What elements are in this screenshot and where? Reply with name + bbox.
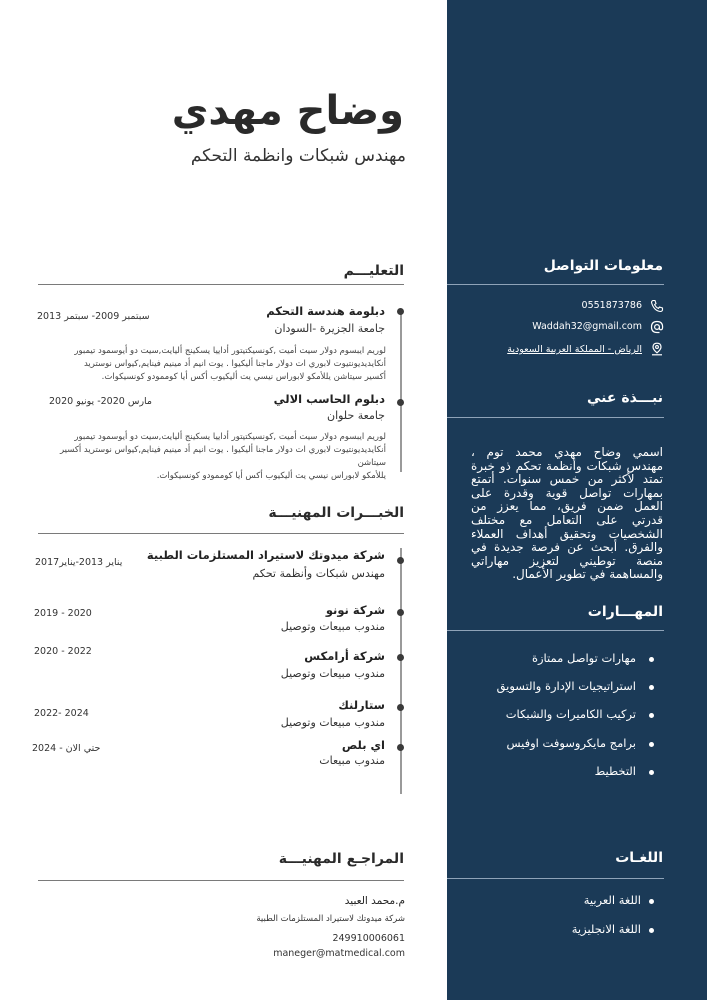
references-heading: المراجـع المهنيـــة [278,851,404,867]
experience-dot [397,704,404,711]
experience-dot [397,654,404,661]
education-degree: دبلوم الحاسب الالي [273,392,385,406]
contact-phone: 0551873786 [581,300,642,311]
education-date: سبتمبر 2009- سبتمر 2013 [37,311,150,322]
bullet-icon [649,742,654,747]
education-timeline [400,310,402,472]
experience-divider [38,533,404,534]
experience-date: 2022- 2024 [34,708,89,719]
contact-address: الرياض - المملكة العربية السعودية [507,344,642,355]
experience-company: ستارلنك [338,698,385,712]
about-divider [447,417,664,418]
skill-item: برامج مايكروسوفت اوفيس [506,736,636,750]
reference-email: maneger@matmedical.com [273,948,405,959]
skill-item: مهارات تواصل ممتازة [531,651,636,665]
education-school: جامعة حلوان [326,409,385,422]
education-dot [397,399,404,406]
experience-date: 2019 - 2020 [34,608,92,619]
contact-divider [447,284,664,285]
languages-heading: اللغـات [615,850,663,866]
language-item: اللغة الانجليزية [571,922,641,936]
reference-name: م.محمد العبيد [344,895,405,907]
references-divider [38,880,404,881]
education-description [68,345,386,384]
candidate-name: وضاح مهدي [171,88,404,134]
bullet-icon [649,899,654,904]
experience-timeline [400,548,402,794]
experience-role: مندوب مبيعات وتوصيل [280,667,385,680]
education-description [40,431,386,483]
experience-role: مهندس شبكات وأنظمة تحكم [252,567,385,580]
experience-date: حتي الان - 2024 [32,743,101,754]
experience-date: يناير 2013-يناير2017 [35,557,123,568]
experience-company: شركة أرامكس [304,649,385,663]
about-text: اسمي وضاح مهدي محمد توم ، مهندس شبكات وأنظمة تحكم ذو خبرة تمتد لأكثر من خمس سنوات. أتمتع بمهارات تواصل قوية وقدرة على العمل ضمن فريق، مما يعزز من قدرتي على التعامل مع مختلف الشخصيات وتحقيق أهداف العملاء والفرق. أبحث عن فرصة جديدة في منصة توطيني لتعزيز مهاراتي والمساهمة في تطوير الأعمال. [471,445,663,582]
experience-dot [397,744,404,751]
languages-divider [447,878,664,879]
education-divider [38,284,404,285]
reference-company: شركة ميدوتك لاستيراد المستلزمات الطبية [256,914,405,924]
skills-divider [447,630,664,631]
education-date: مارس 2020- يونيو 2020 [49,396,153,407]
description-line: يللأمكو لابوراس نيسي يت أليكيوب أكس أيا كوممودو كونسيكوات. [156,471,386,481]
bullet-icon [649,770,654,775]
contact-heading: معلومات التواصل [543,258,663,274]
description-line: أنكايديديونتيوت لابوري ات دولار ماجنا أليكيوا . يوت انيم أد مينيم فينايم,كيواس نوستريد أكسير سيتاشن [59,445,386,468]
skill-item: التخطيط [594,764,636,778]
experience-dot [397,609,404,616]
description-line: أنكايديديونتيوت لابوري ات دولار ماجنا أليكيوا . يوت انيم أد مينيم فينايم,كيواس نوستريد [83,359,386,369]
education-heading: التعليـــم [343,263,404,279]
candidate-title: مهندس شبكات وانظمة التحكم [190,146,406,166]
education-degree: دبلومة هندسة التحكم [266,304,385,318]
experience-role: مندوب مبيعات وتوصيل [280,716,385,729]
experience-role: مندوب مبيعات وتوصيل [280,620,385,633]
experience-company: شركة ميدوتك لاستيراد المستلزمات الطبية [146,548,385,562]
about-heading: نبـــذة عني [587,390,663,406]
description-line: لوريم ايبسوم دولار سيت أميت ,كونسيكتيتور أداييا يسكينج أليايت,سيت دو أيوسمود تيمبور [74,432,386,442]
phone-icon [650,299,664,313]
experience-date: 2020 - 2022 [34,646,92,657]
reference-phone: 249910006061 [332,933,405,944]
skill-item: تركيب الكاميرات والشبكات [505,707,636,721]
experience-company: شركة نونو [325,603,385,617]
language-item: اللغة العربية [583,893,641,907]
experience-company: اي بلص [341,738,385,752]
description-line: أكسير سيتاشن يللأمكو لابوراس نيسي يت أليكيوب أكس أيا كوممودو كونسيكوات. [101,372,386,382]
skill-item: استراتيجيات الإدارة والتسويق [496,679,636,693]
education-dot [397,308,404,315]
location-icon [650,342,664,356]
bullet-icon [649,713,654,718]
skills-heading: المهـــارات [587,604,663,620]
description-line: لوريم ايبسوم دولار سيت أميت ,كونسيكتيتور أداييا يسكينج أليايت,سيت دو أيوسمود تيمبور [74,346,386,356]
education-school: جامعة الجزيرة -السودان [274,322,385,335]
bullet-icon [649,928,654,933]
contact-email: Waddah32@gmail.com [532,321,642,332]
experience-dot [397,557,404,564]
bullet-icon [649,685,654,690]
at-icon [650,320,664,334]
experience-heading: الخبـــرات المهنيـــة [268,505,404,521]
experience-role: مندوب مبيعات [319,754,385,767]
bullet-icon [649,657,654,662]
